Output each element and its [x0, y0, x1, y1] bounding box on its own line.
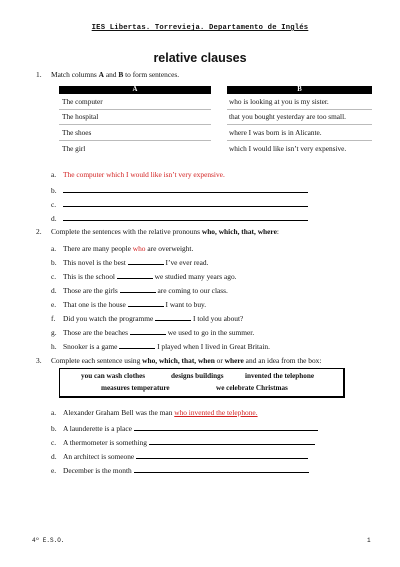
item-label: g.: [51, 328, 57, 337]
idea-4: measures temperature: [101, 384, 170, 392]
item-after: are overweight.: [145, 244, 194, 253]
item-after: we used to go in the summer.: [165, 328, 255, 337]
item-label: e.: [51, 300, 57, 309]
ex3-instr-post: and an idea from the box:: [243, 356, 322, 365]
ex1-answer-b[interactable]: [51, 185, 308, 195]
ex2-item-h: [51, 342, 270, 351]
footer-page-number: 1: [367, 537, 371, 544]
ex2-number: 2.: [36, 227, 42, 236]
idea-5: we celebrate Christmas: [216, 384, 288, 392]
item-text: A thermometer is something: [63, 438, 149, 447]
ex3-item-a: [51, 408, 258, 417]
ex3-item-c: [51, 437, 315, 447]
ex1-instr-a: A: [98, 70, 104, 79]
ex1-number: 1.: [36, 70, 42, 79]
ex3-instruction: [51, 356, 321, 365]
item-before: Those are the beaches: [63, 328, 130, 337]
answer-blank[interactable]: [128, 258, 164, 265]
idea-1: you can wash clothes: [81, 372, 146, 380]
ex3-words: who, which, that, when: [142, 356, 215, 365]
item-before: There are many people: [63, 244, 133, 253]
answer-blank[interactable]: [155, 314, 191, 321]
answer-line[interactable]: [134, 465, 309, 473]
answer-blank[interactable]: [120, 286, 156, 293]
answer-label: d.: [51, 214, 57, 223]
match-a-4: The girl: [62, 144, 86, 153]
item-label: e.: [51, 466, 57, 475]
item-after: I want to buy.: [163, 300, 207, 309]
answer-text: The computer which I would like isn’t very expensive.: [63, 170, 225, 179]
ex1-instr-mid: and: [103, 70, 119, 79]
item-text: An architect is someone: [63, 452, 137, 461]
match-b-2: that you bought yesterday are too small.: [229, 112, 346, 121]
ex1-answer-d[interactable]: [51, 213, 308, 223]
ex2-instr-pre: Complete the sentences with the relative pronouns: [51, 227, 202, 236]
answer-line[interactable]: [63, 213, 308, 221]
ex2-item-f: [51, 314, 243, 323]
column-b-header: B: [227, 86, 372, 94]
answer-blank[interactable]: [128, 300, 164, 307]
answer-line[interactable]: [136, 451, 308, 459]
ex1-instruction: [51, 70, 179, 79]
ex3-instr-pre: Complete each sentence using: [51, 356, 143, 365]
item-label: d.: [51, 452, 57, 461]
table-divider: [227, 109, 372, 110]
ex2-item-c: [51, 272, 237, 281]
header-text: IES Libertas. Torrevieja. Departamento de Inglés: [91, 24, 309, 32]
ex1-answer-a[interactable]: [51, 170, 225, 179]
item-text: A launderette is a place: [63, 424, 134, 433]
item-after: I’ve ever read.: [163, 258, 209, 267]
item-before: That one is the house: [63, 300, 128, 309]
item-before: This is the school: [63, 272, 117, 281]
table-divider: [59, 109, 211, 110]
ex1-instr-post: to form sentences.: [123, 70, 180, 79]
ideas-box: [59, 368, 345, 398]
item-before: Those are the girls: [63, 286, 120, 295]
footer-course: 4º E.S.O.: [32, 537, 65, 544]
ex3-item-e: [51, 465, 309, 475]
item-after: I played when I lived in Great Britain.: [155, 342, 270, 351]
table-divider: [227, 140, 372, 141]
table-divider: [59, 140, 211, 141]
ex2-item-d: [51, 286, 228, 295]
ex3-item-b: [51, 423, 318, 433]
answer-blank[interactable]: [117, 272, 153, 279]
answer-blank[interactable]: [130, 328, 166, 335]
answer-blank[interactable]: [119, 342, 155, 349]
idea-3: invented the telephone: [245, 372, 315, 380]
idea-2: designs buildings: [171, 372, 224, 380]
page-title: relative clauses: [153, 51, 247, 65]
answer-line[interactable]: [149, 437, 315, 445]
ex2-instr-post: :: [276, 227, 279, 236]
ex2-item-a: [51, 244, 193, 253]
ex3-item-d: [51, 451, 308, 461]
item-label: c.: [51, 272, 57, 281]
item-label: f.: [51, 314, 56, 323]
ex3-word-where: where: [224, 356, 244, 365]
item-label: b.: [51, 258, 57, 267]
item-answer: who invented the telephone.: [174, 408, 258, 417]
item-label: d.: [51, 286, 57, 295]
ex1-answer-c[interactable]: [51, 199, 308, 209]
ex2-item-g: [51, 328, 254, 337]
answer-label: c.: [51, 200, 57, 209]
match-a-1: The computer: [62, 97, 103, 106]
item-before: This novel is the best: [63, 258, 128, 267]
match-a-2: The hospital: [62, 112, 99, 121]
item-text: December is the month: [63, 466, 134, 475]
match-b-1: who is looking at you is my sister.: [229, 97, 329, 106]
ex1-instr-pre: Match columns: [51, 70, 99, 79]
ex1-instr-b: B: [118, 70, 124, 79]
answer-line[interactable]: [63, 199, 308, 207]
item-label: a.: [51, 408, 57, 417]
answer-label: b.: [51, 186, 57, 195]
item-answer: who: [132, 244, 146, 253]
item-label: a.: [51, 244, 57, 253]
item-label: c.: [51, 438, 57, 447]
item-after: I told you about?: [191, 314, 244, 323]
item-text: Alexander Graham Bell was the man: [63, 408, 175, 417]
match-b-4: which I would like isn’t very expensive.: [229, 144, 347, 153]
ex3-instr-or: or: [214, 356, 225, 365]
answer-line[interactable]: [134, 423, 318, 431]
ex2-item-b: [51, 258, 208, 267]
match-a-3: The shoes: [62, 128, 92, 137]
column-a-header: A: [59, 86, 211, 94]
table-divider: [59, 124, 211, 125]
ex2-item-e: [51, 300, 206, 309]
document-header: [0, 24, 400, 32]
item-after: are coming to our class.: [155, 286, 228, 295]
item-after: we studied many years ago.: [152, 272, 237, 281]
answer-label: a.: [51, 170, 57, 179]
match-b-3: where I was born is in Alicante.: [229, 128, 322, 137]
ex2-pronouns: who, which, that, where: [201, 227, 277, 236]
answer-line[interactable]: [63, 185, 308, 193]
table-divider: [227, 124, 372, 125]
ex2-instruction: [51, 227, 279, 236]
item-label: b.: [51, 424, 57, 433]
ex3-number: 3.: [36, 356, 42, 365]
item-before: Did you watch the programme: [63, 314, 156, 323]
item-before: Snooker is a game: [63, 342, 120, 351]
item-label: h.: [51, 342, 57, 351]
